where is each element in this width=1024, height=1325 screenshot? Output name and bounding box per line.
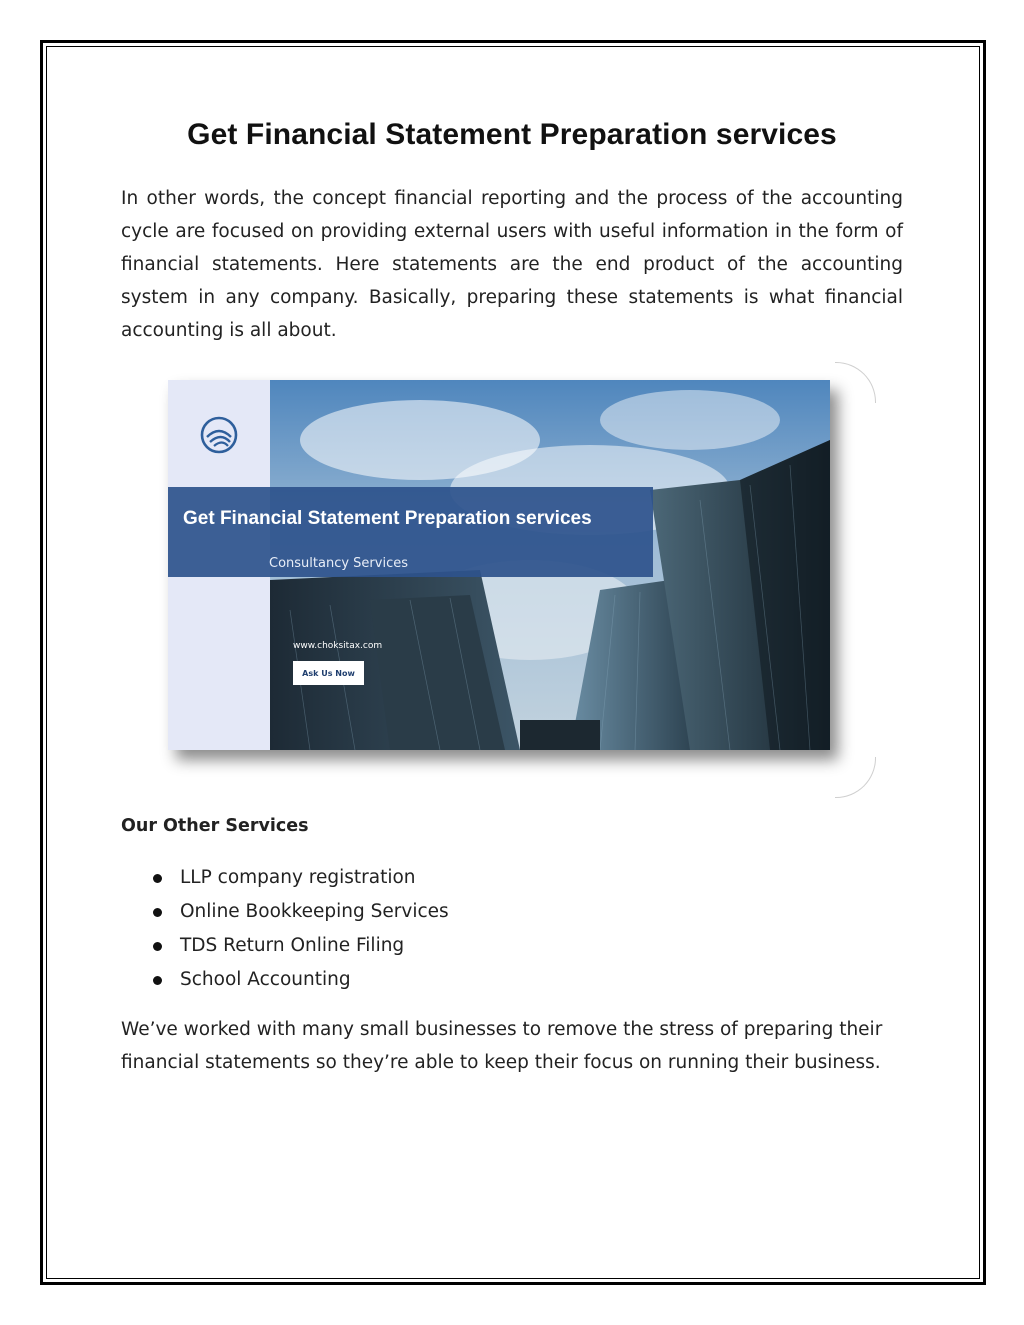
list-item	[121, 896, 449, 930]
intro-paragraph: In other words, the concept financial reporting and the process of the accounting cycle are focused on providing external users with useful information in the form of financial statements. Here statements are the end product of the accounting system in any company. Basically, preparing these statements is what financial accounting is all about.	[121, 188, 903, 341]
bullet-icon	[153, 942, 162, 951]
banner-title: Get Financial Statement Preparation services	[183, 508, 592, 529]
other-services-heading: Our Other Services	[121, 816, 309, 836]
service-label: School Accounting	[180, 969, 351, 990]
banner-subtitle: Consultancy Services	[269, 556, 408, 571]
banner-image	[168, 380, 830, 750]
closing-paragraph: We’ve worked with many small businesses to remove the stress of preparing their financial statements so they’re able to keep their focus on running their business.	[121, 1019, 883, 1073]
other-services-list	[121, 862, 449, 998]
list-item	[121, 930, 449, 964]
banner-website-url: www.choksitax.com	[293, 641, 383, 651]
list-item	[121, 862, 449, 896]
spiral-logo-icon	[199, 415, 239, 455]
bullet-icon	[153, 976, 162, 985]
service-label: TDS Return Online Filing	[180, 935, 405, 956]
service-label: LLP company registration	[180, 867, 416, 888]
bullet-icon	[153, 874, 162, 883]
banner-title-box	[168, 487, 653, 577]
bullet-icon	[153, 908, 162, 917]
list-item	[121, 964, 449, 998]
ask-us-now-button: Ask Us Now	[293, 661, 364, 685]
service-label: Online Bookkeeping Services	[180, 901, 449, 922]
page-title: Get Financial Statement Preparation services	[187, 118, 837, 151]
